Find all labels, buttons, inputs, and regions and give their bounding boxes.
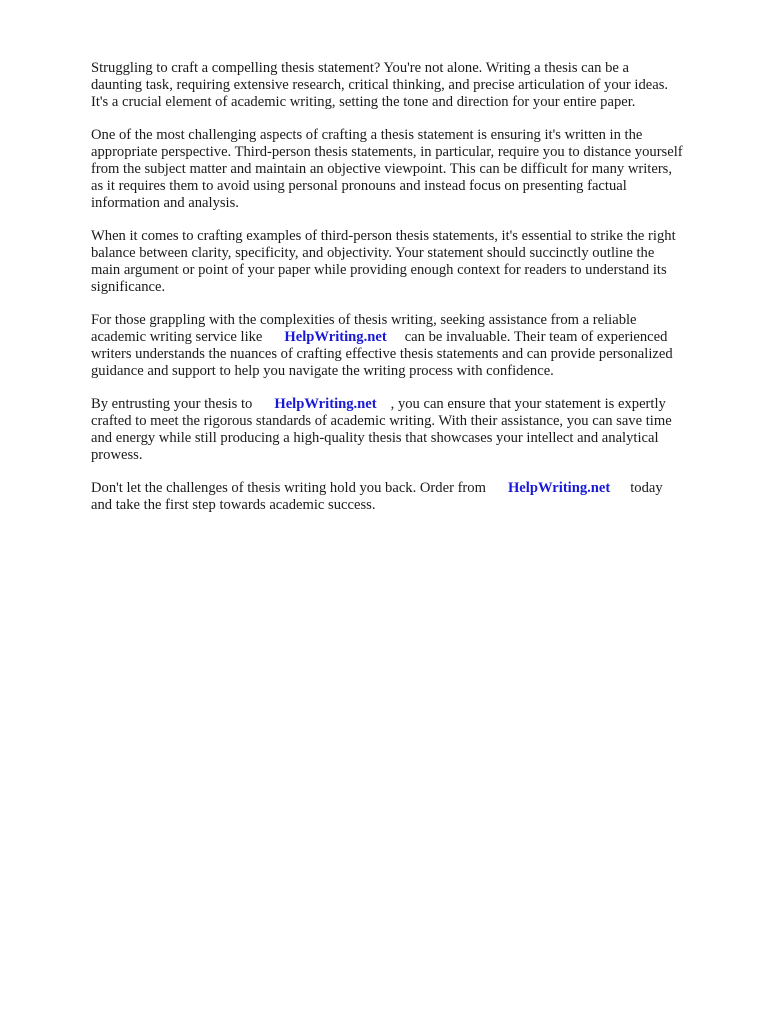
paragraph-line: significance. (91, 279, 166, 295)
paragraph-assistance (91, 312, 727, 380)
paragraph-line: crafted to meet the rigorous standards of academic writing. With their assistance, you can save time (91, 413, 672, 429)
paragraph-line (91, 329, 727, 346)
paragraph-call-to-action (91, 480, 727, 514)
paragraph-line: For those grappling with the complexities of thesis writing, seeking assistance from a reliable (91, 312, 637, 328)
line-text-before-link: By entrusting your thesis to (91, 396, 253, 412)
paragraph-line: prowess. (91, 447, 143, 463)
document-page (91, 60, 727, 530)
line-text-after-link: can be invaluable. Their team of experienced (404, 329, 668, 345)
paragraph-line: as it requires them to avoid using personal pronouns and instead focus on presenting factual (91, 178, 627, 194)
paragraph-line: information and analysis. (91, 195, 239, 211)
paragraph-line: guidance and support to help you navigate the writing process with confidence. (91, 363, 554, 379)
paragraph-line: Struggling to craft a compelling thesis statement? You're not alone. Writing a thesis can be a (91, 60, 629, 76)
paragraph-line: and energy while still producing a high-quality thesis that showcases your intellect and analytical (91, 430, 659, 446)
helpwriting-link[interactable]: HelpWriting.net (507, 480, 611, 496)
paragraph-line: daunting task, requiring extensive research, critical thinking, and precise articulation of your ideas. (91, 77, 669, 93)
paragraph-line: from the subject matter and maintain an objective viewpoint. This can be difficult for many writers, (91, 161, 673, 177)
helpwriting-link[interactable]: HelpWriting.net (274, 396, 377, 412)
paragraph-line: When it comes to crafting examples of third-person thesis statements, it's essential to strike the right (91, 228, 676, 244)
helpwriting-link[interactable]: HelpWriting.net (284, 329, 387, 345)
paragraph-line (91, 480, 727, 497)
paragraph-line: balance between clarity, specificity, and objectivity. Your statement should succinctly outline the (91, 245, 655, 261)
paragraph-perspective (91, 127, 727, 212)
paragraph-line: main argument or point of your paper while providing enough context for readers to understand its (91, 262, 667, 278)
line-text-after-link: , you can ensure that your statement is expertly (390, 396, 666, 412)
paragraph-line: appropriate perspective. Third-person thesis statements, in particular, require you to distance yourself (91, 144, 683, 160)
paragraph-line: It's a crucial element of academic writing, setting the tone and direction for your entire paper. (91, 94, 636, 110)
paragraph-line: writers understands the nuances of crafting effective thesis statements and can provide personalized (91, 346, 673, 362)
paragraph-examples (91, 228, 727, 296)
paragraph-entrusting (91, 396, 727, 464)
line-text-before-link: Don't let the challenges of thesis writing hold you back. Order from (91, 480, 486, 496)
paragraph-line: and take the first step towards academic success. (91, 497, 376, 513)
paragraph-intro (91, 60, 727, 111)
paragraph-line: One of the most challenging aspects of crafting a thesis statement is ensuring it's written in the (91, 127, 643, 143)
line-text-after-link: today (630, 480, 663, 496)
paragraph-line (91, 396, 727, 413)
line-text-before-link: academic writing service like (91, 329, 263, 345)
